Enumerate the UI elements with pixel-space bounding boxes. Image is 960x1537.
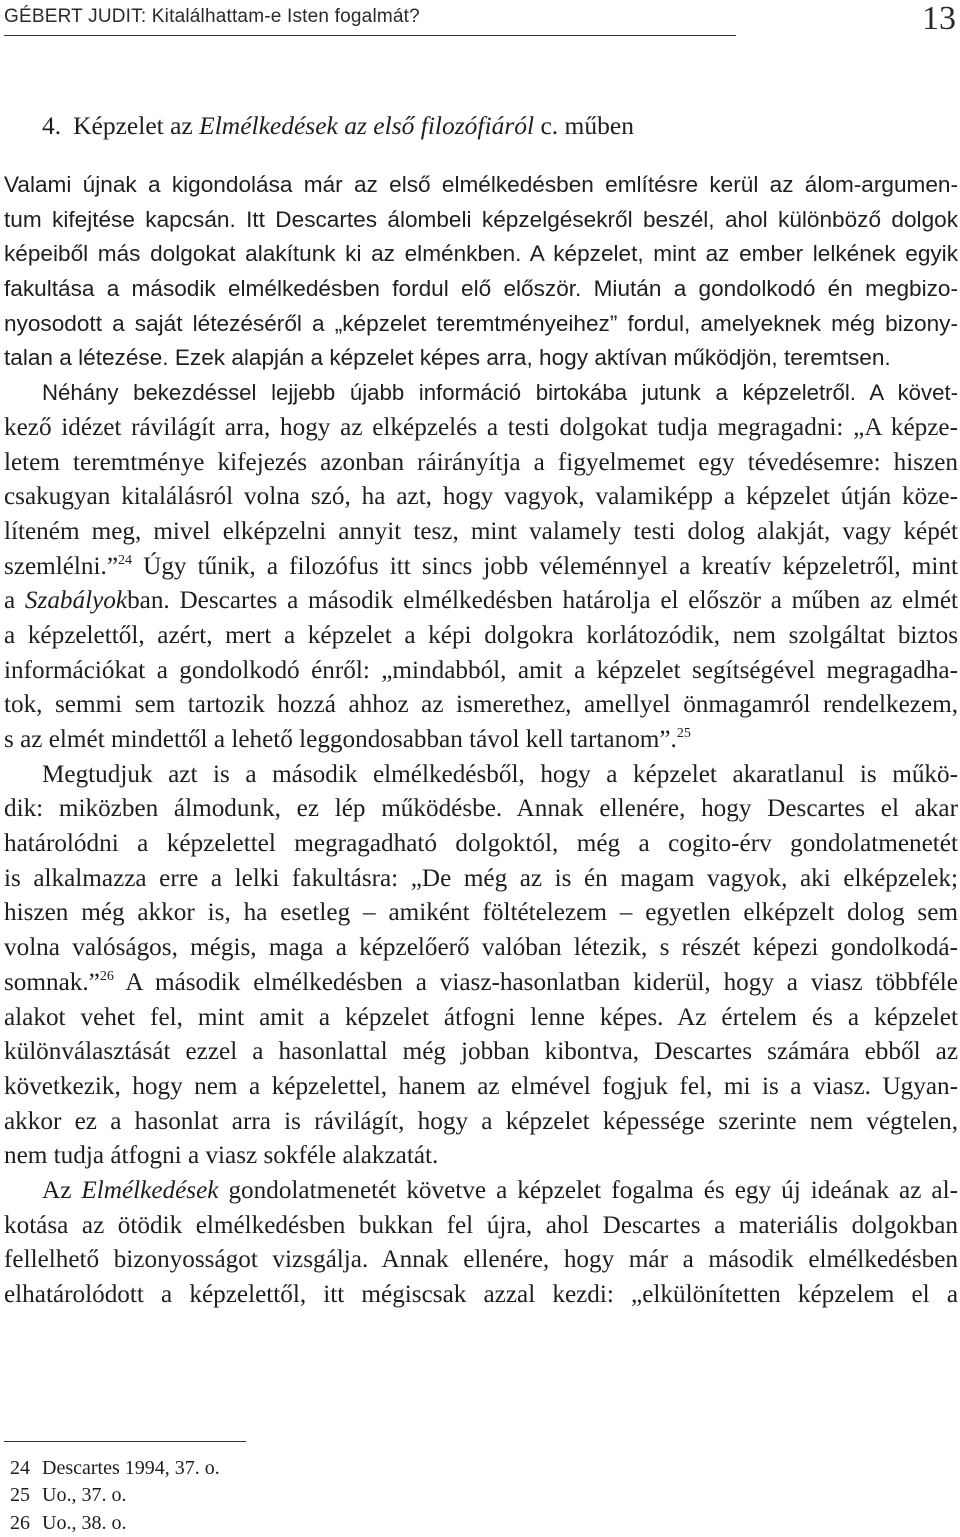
text-line: kező idézet rávilágít arra, hogy az elképzelés a testi dolgokat tudja megragadni: „A képze- xyxy=(4,413,958,441)
text-line xyxy=(4,584,958,619)
text-line: tok, semmi sem tartozik hozzá ahhoz az ismerethez, amellyel önmagamról rendelkezem, xyxy=(4,691,958,719)
line-text: Úgy tűnik, a filozófus itt sincs jobb véleménnyel a kreatív képzeletről, mint xyxy=(132,552,958,580)
text-line: különválasztását ezzel a hasonlattal még jobban kibontva, Descartes számára ebből az xyxy=(4,1038,958,1066)
italic-title: Szabályok xyxy=(24,587,128,615)
footnote-text: Descartes 1994, 37. o. xyxy=(42,1457,220,1479)
section-heading xyxy=(42,110,634,142)
section-title-part: c. műben xyxy=(534,111,634,140)
text-line: információkat a gondolkodó énről: „mindabból, amit a képzelet segítségével megragadha- xyxy=(4,656,958,684)
text-line xyxy=(4,1174,958,1209)
header-rule xyxy=(4,35,736,36)
text-line: dik: miközben álmodunk, ez lép működésbe. Annak ellenére, hogy Descartes el akar xyxy=(4,795,958,823)
italic-title: Elmélkedések xyxy=(81,1176,219,1204)
footnote-ref: 26 xyxy=(99,968,114,984)
footnotes xyxy=(10,1455,220,1537)
body-text xyxy=(4,168,958,1313)
text-line: elhatárolódott a képzelettől, itt mégiscsak azzal kezdi: „elkülönítetten képzelem el a xyxy=(4,1281,958,1308)
footnote-ref: 24 xyxy=(118,552,132,568)
text-line: hiszen még akkor is, ha esetleg – amiként föltételezem – egyetlen elképzelt dolog sem xyxy=(4,899,958,927)
text-line: is alkalmazza erre a lelki fakultásra: „De még az is én magam vagyok, aki elképzelek; xyxy=(4,864,958,892)
running-title: GÉBERT JUDIT: Kitalálhattam-e Isten fogalmát? xyxy=(4,6,420,27)
line-text: a xyxy=(4,587,25,615)
footnote-number: 26 xyxy=(10,1511,30,1534)
footnote xyxy=(10,1510,220,1537)
text-line: Valami újnak a kigondolása már az első elmélkedésben említésre kerül az álom-argumen- xyxy=(4,172,958,197)
line-text: somnak.” xyxy=(4,968,100,996)
text-line: fakultása a második elmélkedésben fordul elő először. Miután a gondolkodó én megbizo- xyxy=(4,276,958,302)
line-text: ban. Descartes a második elmélkedésben határolja el először a műben az elmét xyxy=(127,587,958,615)
text-line: Megtudjuk azt is a második elmélkedésből, hogy a képzelet akaratlanul is műkö- xyxy=(42,760,958,788)
text-line: letem teremtménye kifejezés azonban ráirányítja a figyelmemet egy tévedésemre: hiszen xyxy=(4,448,958,476)
section-title-italic: Elmélkedések az első filozófiáról xyxy=(199,111,535,140)
line-text: szemlélni.” xyxy=(4,552,118,580)
footnote xyxy=(10,1455,220,1482)
text-line: alakot vehet fel, mint amit a képzelet átfogni lenne képes. Az értelem és a képzelet xyxy=(4,1003,958,1031)
text-line xyxy=(4,966,958,1001)
line-text: Az xyxy=(42,1176,82,1204)
text-line: líteném meg, mivel elképzelni annyit tesz, mint valamely testi dolog alakját, vagy képét xyxy=(4,517,958,545)
text-line: a képzelettől, azért, mert a képzelet a képi dolgokra korlátozódik, nem szolgáltat biztos xyxy=(4,621,958,649)
text-line: fellelhető bizonyosságot vizsgálja. Annak ellenére, hogy már a második elmélkedésben xyxy=(4,1246,958,1274)
footnote-number: 25 xyxy=(10,1484,30,1507)
text-line: tum kifejtése kapcsán. Itt Descartes álombeli képzelgésekről beszél, ahol különböző dolgok xyxy=(4,206,958,232)
text-line xyxy=(4,550,958,585)
page-number: 13 xyxy=(922,0,956,37)
text-line: nyosodott a saját létezéséről a „képzelet teremtményeihez” fordul, amelyeknek még bizony- xyxy=(4,310,958,336)
text-line: talan a létezése. Ezek alapján a képzelet képes arra, hogy aktívan működjön, teremtsen. xyxy=(4,345,891,371)
text-line: volna valóságos, mégis, maga a képzelőerő valóban létezik, s részét képezi gondolkodá- xyxy=(4,934,958,962)
footnote-number: 24 xyxy=(10,1457,30,1479)
line-text: gondolatmenetét követve a képzelet fogalma és egy új ideának az al- xyxy=(218,1176,958,1204)
text-line: akkor ez a hasonlat arra is rávilágít, hogy a képzelet képessége szerinte nem végtelen, xyxy=(4,1107,958,1135)
text-line: képeiből más dolgokat alakítunk ki az elménkben. A képzelet, mint az ember lelkének egyik xyxy=(4,241,958,267)
footnote-text: Uo., 37. o. xyxy=(42,1484,127,1507)
line-text: A második elmélkedésben a viasz-hasonlatban kiderül, hogy a viasz többféle xyxy=(113,968,958,996)
text-line: Néhány bekezdéssel lejjebb újabb információ birtokába jutunk a képzeletről. A követ- xyxy=(42,380,958,406)
footnote-text: Uo., 38. o. xyxy=(42,1511,127,1534)
text-line: csakugyan kitalálásról volna szó, ha azt, hogy vagyok, valamiképp a képzelet útján köze- xyxy=(4,483,958,511)
footnote xyxy=(10,1482,220,1509)
text-line: következik, hogy nem a képzelettel, hanem az elmével fogjuk fel, mi is a viasz. Ugyan- xyxy=(4,1072,958,1100)
line-text: s az elmét mindettől a lehető leggondosabban távol kell tartanom”. xyxy=(4,726,677,753)
section-number: 4. xyxy=(42,111,62,140)
footnote-ref: 25 xyxy=(676,726,691,741)
text-line: nem tudja átfogni a viasz sokféle alakzatát. xyxy=(4,1142,439,1170)
text-line: kotása az ötödik elmélkedésben bukkan fel újra, ahol Descartes a materiális dolgokban xyxy=(4,1211,958,1239)
running-header xyxy=(4,2,960,36)
text-line xyxy=(4,723,958,758)
text-line: határolódni a képzelettel megragadható dolgoktól, még a cogito-érv gondolatmenetét xyxy=(4,830,958,858)
footnote-rule xyxy=(4,1441,246,1442)
section-title-part: Képzelet az xyxy=(73,111,200,140)
